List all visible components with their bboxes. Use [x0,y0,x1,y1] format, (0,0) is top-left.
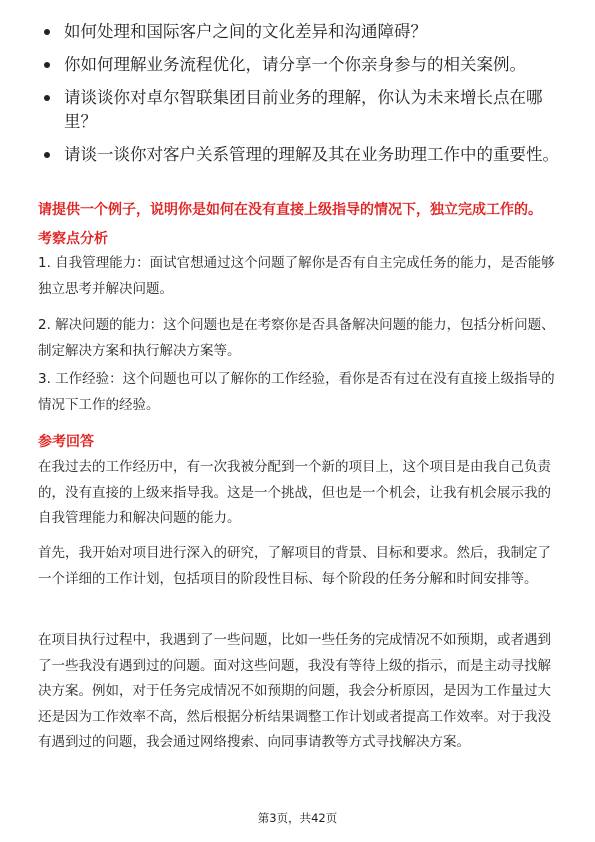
list-item [38,143,563,167]
bullet-icon [44,29,50,35]
bullet-icon [44,62,50,68]
page-number: 第3页，共42页 [257,811,338,825]
analysis-point: 1. 自我管理能力：面试官想通过这个问题了解你是否有自主完成任务的能力，是否能够独立思考并解决问题。 [38,255,555,297]
question-text: 如何处理和国际客户之间的文化差异和沟通障碍？ [64,22,427,41]
question-text: 请谈谈你对卓尔智联集团目前业务的理解，你认为未来增长点在哪里？ [64,88,543,131]
bullet-icon [44,95,50,101]
answer-paragraph: 在我过去的工作经历中，有一次我被分配到一个新的项目上，这个项目是由我自己负责的，没有直接的上级来指导我。这是一个挑战，但也是一个机会，让我有机会展示我的自我管理能力和解决问题的能力。 [38,459,551,526]
question-list [38,20,563,176]
answer-paragraph: 首先，我开始对项目进行深入的研究，了解项目的背景、目标和要求。然后，我制定了一个详细的工作计划，包括项目的阶段性目标、每个阶段的任务分解和时间安排等。 [38,545,551,587]
analysis-point: 2. 解决问题的能力：这个问题也是在考察你是否具备解决问题的能力，包括分析问题、制定解决方案和执行解决方案等。 [38,317,555,359]
question-text: 你如何理解业务流程优化，请分享一个你亲身参与的相关案例。 [64,55,526,74]
list-item [38,53,563,77]
main-question-heading: 请提供一个例子，说明你是如何在没有直接上级指导的情况下，独立完成工作的。 [38,202,542,218]
question-text: 请谈一谈你对客户关系管理的理解及其在业务助理工作中的重要性。 [64,145,559,164]
list-item [38,86,563,134]
answer-paragraph: 在项目执行过程中，我遇到了一些问题，比如一些任务的完成情况不如预期，或者遇到了一些我没有遇到过的问题。面对这些问题，我没有等待上级的指示，而是主动寻找解决方案。例如，对于任务完成情况不如预期的问题，我会分析原因，是因为工作量过大还是因为工作效率不高，然后根据分析结果调整工作计划或者提高工作效率。对于我没有遇到过的问题，我会通过网络搜索、向同事请教等方式寻找解决方案。 [38,632,551,750]
list-item [38,20,563,44]
answer-section-title: 参考回答 [38,434,94,450]
analysis-section-title: 考察点分析 [38,231,108,247]
analysis-point: 3. 工作经验：这个问题也可以了解你的工作经验，看你是否有过在没有直接上级指导的情况下工作的经验。 [38,371,555,413]
bullet-icon [44,152,50,158]
